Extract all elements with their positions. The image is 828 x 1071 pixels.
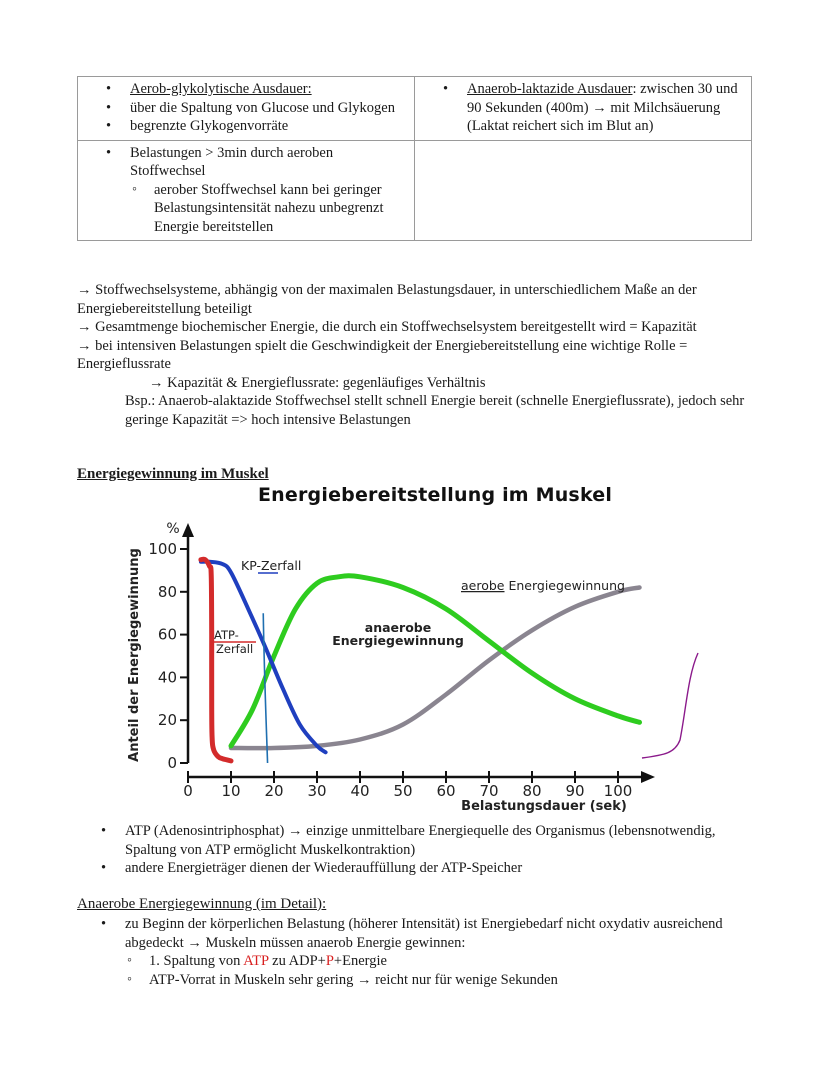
x-tick-label: 100	[603, 782, 633, 800]
atp-bullets	[77, 822, 757, 878]
list-item-text: Belastungen > 3min durch aeroben Stoffwechsel	[130, 144, 334, 179]
table-row	[78, 77, 752, 141]
y-tick-label: 80	[157, 582, 177, 601]
y-tick-label: 100	[148, 540, 177, 558]
bullet-list	[419, 80, 747, 136]
list-item-text: Aerob-glykolytische Ausdauer:	[130, 81, 312, 97]
sub-list-item	[149, 971, 757, 990]
note-example: Bsp.: Anaerob-alaktazide Stoffwechsel stellt schnell Energie bereit (schnelle Energieflussrate), jedoch sehr geringe Kapazität => hoch intensive Belastungen	[125, 393, 745, 428]
list-item-text: begrenzte Glykogenvorräte	[130, 118, 289, 134]
x-tick-label: 90	[565, 782, 585, 800]
list-item-text: über die Spaltung von Glucose und Glykogen	[130, 99, 395, 116]
note-line: → bei intensiven Belastungen spielt die Geschwindigkeit der Energiebereitstellung eine wichtige Rolle = Energieflussrate	[77, 337, 688, 372]
list-item	[125, 859, 757, 878]
sub-item-text: ATP-Vorrat in Muskeln sehr gering → reicht nur für wenige Sekunden	[149, 971, 558, 988]
sub-item-text: 1. Spaltung von	[149, 953, 244, 969]
bullet-list	[82, 80, 410, 136]
series-label-aerob	[461, 578, 625, 593]
sub-list-item	[154, 181, 410, 237]
list-item-text: andere Energieträger dienen der Wiederauffüllung der ATP-Speicher	[125, 860, 523, 876]
table-cell	[78, 140, 415, 241]
sub-list-item-text: aerober Stoffwechsel kann bei geringer Belastungsintensität nahezu unbegrenzt Energie bereitstellen	[154, 181, 384, 235]
x-tick-label: 30	[307, 782, 327, 800]
series-label-aerob-rest: Energiegewinnung	[504, 578, 625, 593]
series-label-anaerob-line1: anaerobe	[364, 620, 432, 635]
x-tick-label: 50	[393, 782, 413, 800]
list-item	[130, 99, 410, 118]
x-tick-label: 40	[350, 782, 370, 800]
list-item	[467, 80, 747, 136]
y-unit-label: %	[166, 521, 180, 537]
term: Anaerob-laktazide Ausdauer	[467, 81, 633, 97]
sub-list-item	[149, 952, 757, 971]
note-line: → Kapazität & Energieflussrate: gegenläufiges Verhältnis	[149, 374, 486, 391]
y-axis-label: Anteil der Energiegewinnung	[127, 548, 142, 762]
x-tick-label: 70	[479, 782, 499, 800]
series-label-anaerob-line2: Energiegewinnung	[332, 633, 464, 648]
sub-item-text: +Energie	[333, 953, 387, 969]
atp-highlight: ATP	[243, 953, 269, 969]
y-tick-label: 0	[167, 754, 177, 772]
list-item-text: : zwischen 30 und 90 Sekunden (400m) → mit Milchsäuerung (Laktat reichert sich im Blut an)	[467, 81, 738, 134]
x-tick-label: 60	[436, 782, 456, 800]
table-row	[78, 140, 752, 241]
x-tick-label: 20	[264, 782, 284, 800]
y-tick-label: 40	[157, 668, 177, 687]
x-tick-label: 10	[221, 782, 241, 800]
bullet-list	[82, 144, 410, 237]
series-label-kp: KP-Zerfall	[241, 558, 302, 573]
note-line: → Stoffwechselsysteme, abhängig von der maximalen Belastungsdauer, in unterschiedlichem Maße an der Energiebereitstellung beteiligt	[77, 282, 697, 317]
energy-chart	[120, 515, 700, 815]
x-axis-label: Belastungsdauer (sek)	[461, 799, 627, 814]
list-item	[130, 144, 410, 237]
y-tick-label: 60	[157, 625, 177, 644]
x-tick-label: 80	[522, 782, 542, 800]
chart-title: Energiebereitstellung im Muskel	[258, 484, 613, 506]
sub-list	[130, 181, 410, 237]
series-label-atp-line2: Zerfall	[216, 642, 254, 656]
x-tick-label: 0	[183, 782, 193, 800]
table-cell	[415, 77, 752, 141]
list-item	[125, 822, 757, 859]
bullet-list	[77, 915, 757, 989]
series-label-atp-line1: ATP-	[214, 628, 239, 642]
list-item	[130, 117, 410, 136]
anaerob-heading: Anaerobe Energiegewinnung (im Detail):	[77, 896, 327, 912]
notes-block	[77, 281, 757, 429]
list-item	[130, 80, 410, 99]
p-highlight: P	[325, 953, 334, 969]
list-item-text: ATP (Adenosintriphosphat) → einzige unmittelbare Energiequelle des Organismus (lebensnotwendig, Spaltung von ATP ermöglicht Muskelkontraktion)	[125, 823, 716, 858]
bullet-list	[77, 822, 757, 878]
anaerob-block	[77, 915, 757, 989]
table-cell-empty	[415, 140, 752, 241]
sub-list	[125, 952, 757, 989]
handwritten-stroke	[642, 653, 698, 758]
note-line: → Gesamtmenge biochemischer Energie, die durch ein Stoffwechselsystem bereitgestellt wird = Kapazität	[77, 319, 697, 335]
list-item-text: zu Beginn der körperlichen Belastung (höherer Intensität) ist Energiebedarf nicht oxydativ ausreichend abgedeckt → Muskeln müssen anaerob Energie gewinnen:	[125, 916, 723, 951]
section-heading: Energiegewinnung im Muskel	[77, 466, 269, 482]
list-item	[125, 915, 757, 989]
series-label-aerob-word: aerobe	[461, 578, 505, 593]
y-tick-label: 20	[157, 711, 177, 730]
summary-table	[77, 76, 752, 241]
sub-item-text: zu ADP+	[268, 953, 326, 969]
table-cell	[78, 77, 415, 141]
